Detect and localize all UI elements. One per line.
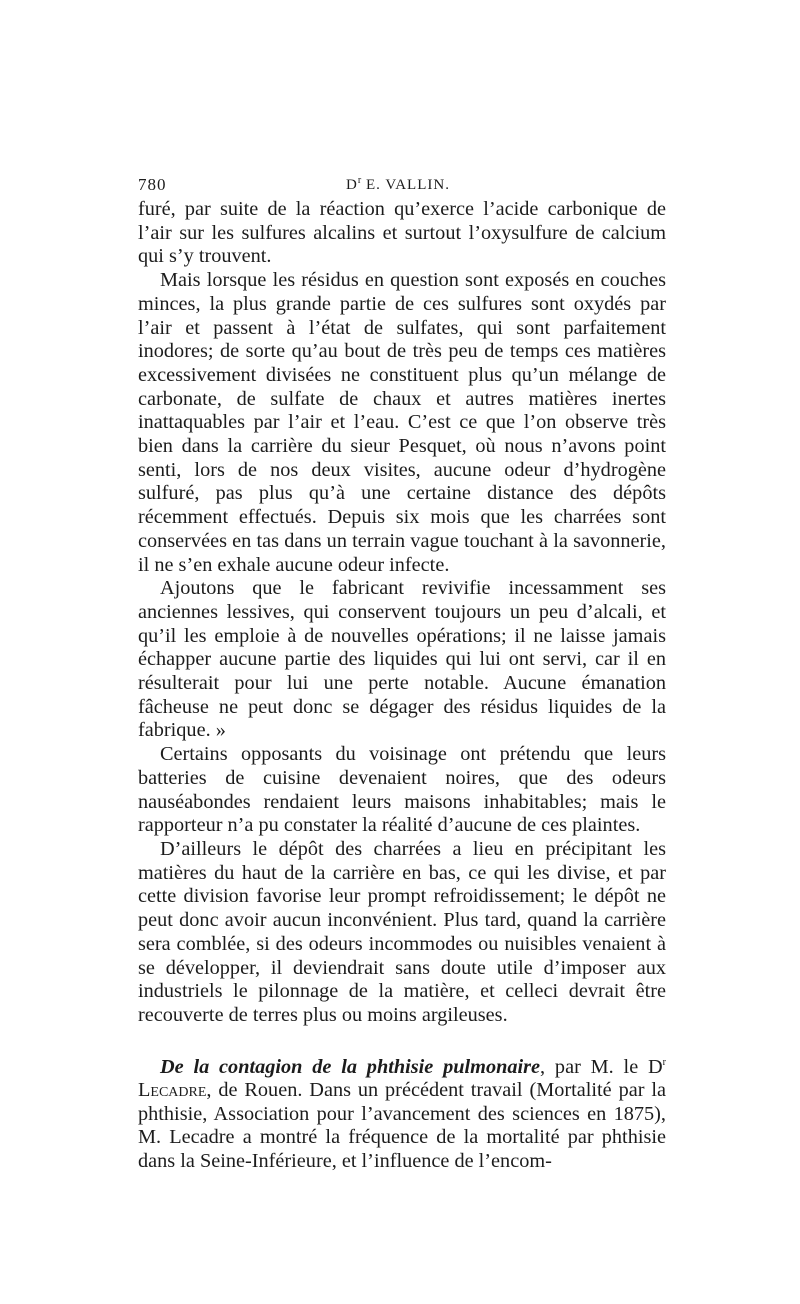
article-dr-sup: r bbox=[662, 1056, 667, 1068]
paragraph-4: Certains opposants du voisinage ont prétendu que leurs batteries de cuisine devenaient noires, que des odeurs nauséabondes rendaient leurs maisons inhabitables; mais le rapporteur n’a pu constater la réalité d’aucune de ces plaintes. bbox=[138, 743, 666, 837]
article-byline: , par M. le D bbox=[540, 1055, 663, 1078]
running-title-prefix: D bbox=[346, 177, 358, 193]
running-title-rest: E. VALLIN. bbox=[361, 177, 450, 193]
article-author: Lecadre bbox=[138, 1079, 207, 1102]
paragraph-1: furé, par suite de la réaction qu’exerce l’acide carbonique de l’air sur les sulfures alcalins et surtout l’oxysulfure de calcium qui s’y trouvent. bbox=[138, 198, 666, 268]
book-page bbox=[138, 172, 666, 1174]
running-title bbox=[346, 175, 450, 194]
paragraph-3: Ajoutons que le fabricant revivifie incessamment ses anciennes lessives, qui conservent toujours un peu d’alcali, et qu’il les emploie à de nouvelles opérations; il ne laisse jamais échapper aucune partie des liquides qui lui ont servi, car il en résulterait pour lui une perte notable. Aucune émanation fâcheuse ne peut donc se dégager des résidus liquides de la fabrique. » bbox=[138, 577, 666, 742]
article-text: , de Rouen. Dans un précédent travail (Mortalité par la phthisie, Association pour l’avancement des sciences en 1875), M. Lecadre a montré la fréquence de la mortalité par phthisie dans la Seine-Inférieure, et l’influence de l’encom- bbox=[138, 1079, 666, 1173]
body-text bbox=[138, 198, 666, 1174]
paragraph-2: Mais lorsque les résidus en question sont exposés en couches minces, la plus grande partie de ces sulfures sont oxydés par l’air et passent à l’état de sulfates, qui sont parfaitement inodores; de sorte qu’au bout de très peu de temps ces matières excessivement divisées ne constituent plus qu’un mélange de carbonate, de sulfate de chaux et autres matières inertes inattaquables par l’air et l’eau. C’est ce que l’on observe très bien dans la carrière du sieur Pesquet, où nous n’avons point senti, lors de nos deux visites, aucune odeur d’hydrogène sulfuré, pas plus qu’à une certaine distance des dépôts récemment effectués. Depuis six mois que les charrées sont conservées en tas dans un terrain vague touchant à la savonnerie, il ne s’en exhale aucune odeur infecte. bbox=[138, 269, 666, 576]
page-number: 780 bbox=[138, 175, 167, 194]
running-head bbox=[138, 172, 666, 198]
article-title: De la contagion de la phthisie pulmonaire bbox=[160, 1055, 541, 1078]
paragraph-5: D’ailleurs le dépôt des charrées a lieu en précipitant les matières du haut de la carrière en bas, ce qui les divise, et par cette division favorise leur prompt refroidissement; le dépôt ne peut donc avoir aucun inconvénient. Plus tard, quand la carrière sera comblée, si des odeurs incommodes ou nuisibles venaient à se développer, il deviendrait sans doute utile d’imposer aux industriels le pilonnage de la matière, et celleci devrait être recouverte de terres plus ou moins argileuses. bbox=[138, 837, 666, 1026]
running-title-sup: r bbox=[357, 175, 362, 186]
paragraph-6 bbox=[138, 1051, 666, 1174]
